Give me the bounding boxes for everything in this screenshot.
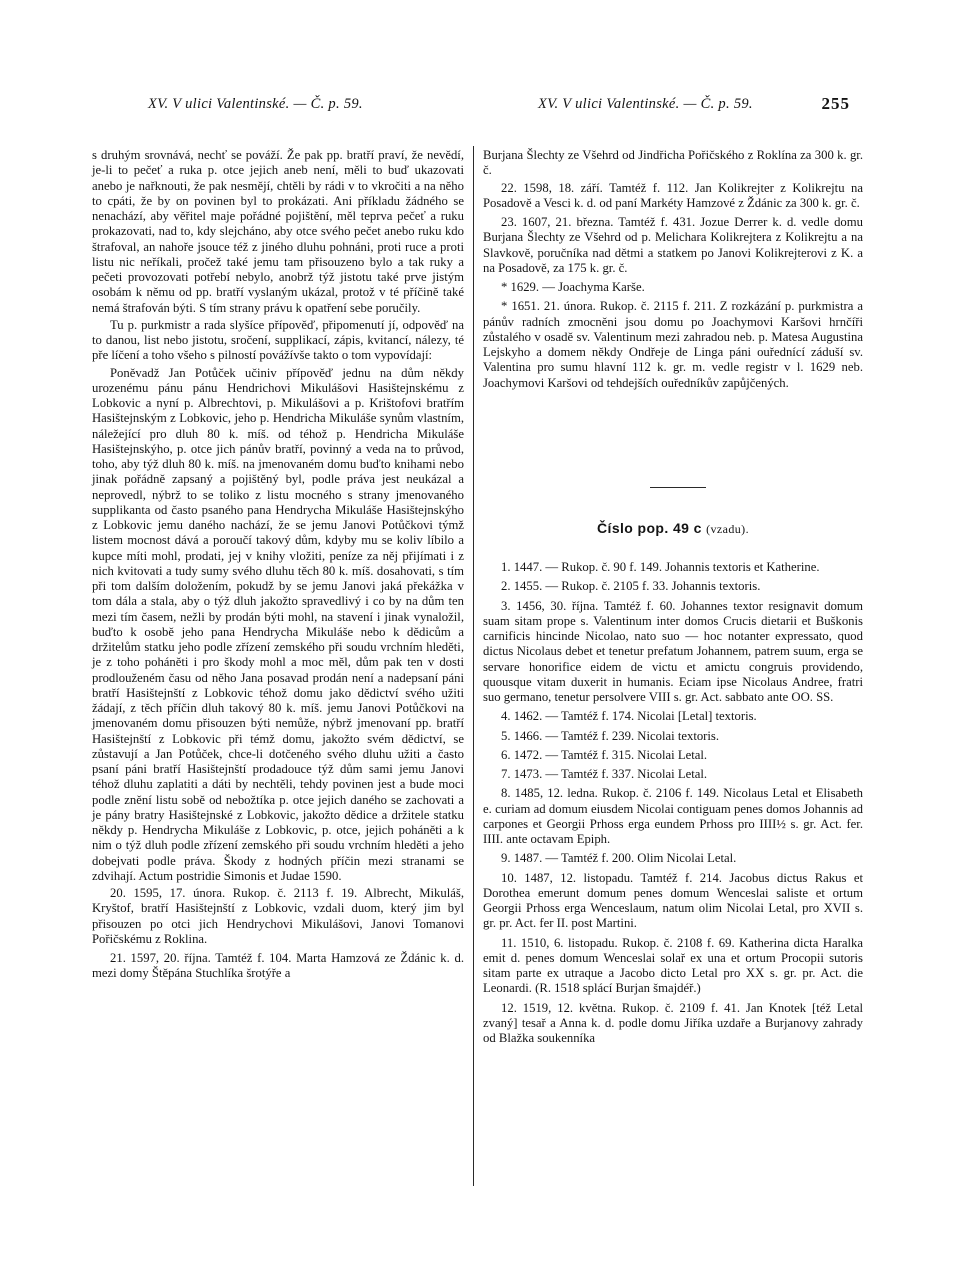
entry-1651: * 1651. 21. února. Rukop. č. 2115 f. 211. Z rozkázání p. purkmistra a pánův radních zmocněni jsou domu po Joachymovi Karšovi hrnčíři zůstalého v osadě sv. Valentinum mezi zahradou neb. p. Matesa Augustina Lejskyho a domem někdy Ondřeje de Linga páni ouřednící záduší sv. Valentina pro sumu hlavní 112 k. gr. m. vedle registr v l. 1629 neb. Joachymovi Karšovi od tehdejších ouředníkův zapůjčených. <box>483 299 863 390</box>
entry-2: 2. 1455. — Rukop. č. 2105 f. 33. Johannis textoris. <box>501 579 761 594</box>
running-head-left: XV. V ulici Valentinské. — Č. p. 59. <box>148 96 363 112</box>
right-column-top <box>483 148 863 395</box>
paragraph: Burjana Šlechty ze Všehrd od Jindřicha Pořičského z Roklína za 300 k. gr. č. <box>483 148 863 178</box>
entry-10: 10. 1487, 12. listopadu. Tamtéž f. 214. Jacobus dictus Rakus et Dorothea emerunt domum penes domum Wenceslai saliste et ortum Georgii Prhoss erga Wenceslaum, natum olim Nicolai Letal, pro XVII s. gr. pr. Act. fer II. post Martini. <box>483 870 863 931</box>
column-divider <box>473 146 474 1186</box>
entry-20: 20. 1595, 17. února. Rukop. č. 2113 f. 19. Albrecht, Mikuláš, Kryštof, bratří Hasištejnští z Lobkovic, vzdali duom, který jim byl přisouzen po otci jich Hendrychovi Mikulášovi, Janovi Tomanovi Pořičskému z Roklina. <box>92 886 464 946</box>
section-note: (vzadu). <box>706 522 749 536</box>
section-title: Číslo pop. 49 c <box>597 520 702 536</box>
section-separator <box>650 487 706 488</box>
paragraph: s druhým srovnává, nechť se pováží. Že pak pp. bratří praví, že nevědí, je-li to pečeť a ruka p. otce jejich aneb není, měli to buď ukazovati anebo je nařknouti, že pak nesmějí, chtěli by rádi v to vkročiti a na něho to cpáti, že by on povinen byl to prokázati. Ani příkladu žádného se nenachází, aby věřitel maje pořádné pojištění, měl teprva pečeť a ruku prokazovati, nad to, kdy slejcháno, aby otce svého pečet anebo ruku kdo štrafoval, an nahoře jsouce též z jiného dluhu pohnáni, proti ruce a proti listu nic neříkali, pročež také jemu tam přisouzeno bylo a tak ruky a pečeti provozovati potřebí nebylo, anobrž týž jistotu také prve jistým osobám k němu od pp. bratří vyslaným ukázal, protož v té příčině také nemá štrafován býti. S tím strany právu k opatření sebe poručily. <box>92 148 464 315</box>
left-column <box>92 148 464 986</box>
entry-11: 11. 1510, 6. listopadu. Rukop. č. 2108 f. 69. Katherina dicta Haralka emit d. penes domum Wenceslai solař ex una et ortum Procopii sutoris sitam parte ex utraque a Jacobo dicto Letal pro XX s. gr. pr. Act. die Leonardi. (R. 1518 splácí Burjan šmajdéř.) <box>483 935 863 996</box>
entry-12: 12. 1519, 12. května. Rukop. č. 2109 f. 41. Jan Knotek [též Letal zvaný] tesař a Anna k. d. podle domu Jiříka uzdaře a Burjanovy zahrady od Blažka soukenníka <box>483 1000 863 1045</box>
entry-8: 8. 1485, 12. ledna. Rukop. č. 2106 f. 149. Nicolaus Letal et Elisabeth e. curiam ad domum eiusdem Nicolai contiguam penes domos Johannis ad carpones et Georgii Prhoss erga eundem Prhoss pro IIII½ s. gr. Act. fer. IIII. ante octavam Epiph. <box>483 786 863 846</box>
entry-9: 9. 1487. — Tamtéž f. 200. Olim Nicolai Letal. <box>501 851 737 866</box>
entry-22: 22. 1598, 18. září. Tamtéž f. 112. Jan Kolikrejter z Kolikrejtu na Posadově a Vesci k. d. od paní Markéty Hamzové z Ždánic za 300 k. gr. č. <box>483 180 863 210</box>
paragraph: Poněvadž Jan Potůček učiniv přípověď jednu na dům někdy urozenému pánu pánu Hendrichovi Mikulášovi Hasištejnskému z Lobkovic a nyní p. Albrechtovi, p. Mikulášovi a p. Krištofovi bratřím Hasištejnským z Lobkovic, jeho p. Hendricha Mikuláše synům vlastním, náležející pro dluh 80 k. míš. od téhož p. Hendricha Mikuláše Hasištejnskýho, p. otce jich pánův bratří, povinný a veda na to průvod, toho, aby týž dluh 80 k. míš. na jmenovaném domu buďto knihami nebo jinak pořádně zapsaný a pojištěný byl, podle práva jest neukázal a neprovedl, nýbrž to se toliko z listu mocného s strany jmenovaného supplikanta od často psaného pana Hendrycha Mikuláše Hasištejnskýho z Lobkovic jemu daného nachází, že se jemu Janovi Potůčkovi týmž listem mocnost dává a poroučí takový dům, kdyby mu se koliv líbilo a kupce míti mohl, prodati, jej v knihy vložiti, peníze za něj přijímati i z nich kvitovati a tudy sumy svého dluhu těch 80 k. míš. dosahovati, s tím při tom dalším doložením, pokudž by se jemu Janovi jaká překážka v tom dála a stala, aby o týž dluh jakožto spravedlivý i co by na dům ten mezi tím časem, nežli by prodán býti mohl, na stavení i jinak vynaložil, buďto k osobě jeho pana Hendrycha Mikuláše nebo k dědicům a držitelům statku jeho podle zřízení zemského při soudu vrchním hleděti, je z toho poháněti i pro škody mohl a moc měl, dům pak ten v dosti prodlouženém času od něho Jana posavad prodán není a nadepsaní páni bratří Hasištejnští z Lobkovic téhož domu jako dědictví svého užiti žádají, z těch příčin dluh takový 80 k. míš. jemu Janovi Potůčkovi na jmenovaném domu přisouzen býti nemůže, nýbrž jmenovaní pp. bratří Hasištejnští z Lobkovic při témž domu, jakožto svém dědictví, se zůstavují a Jan Potůček, chce-li dotčeného svého dluhu užiti a často psaní páni bratří Hasištejnští prodadouce týž dům sami jemu Janovi téhož dluhu zaplatiti a dáti by nechtěli, tehdy povinen jest a bude moci podle znění listu sobě od nebožtíka p. otce jejich daného se zachovati a je pány bratry Hasištejnské z Lobkovic, jakožto dědice a držitele statku někdy p. Hendrycha Mikuláše z Lobkovic, p. otce, jejich poháněti a k nim o týž dluh podle zřízení zemského při soudu vrchním hleděti a jeho dobejvati podle práva. Škody z hodných příčin mezi stranami se zdvihají. Actum postridie Simonis et Judae 1590. <box>92 365 464 883</box>
running-head-right: XV. V ulici Valentinské. — Č. p. 59. <box>538 96 753 112</box>
entry-5: 5. 1466. — Tamtéž f. 239. Nicolai textoris. <box>501 728 720 743</box>
entry-1: 1. 1447. — Rukop. č. 90 f. 149. Johannis textoris et Katherine. <box>501 560 820 574</box>
section-heading <box>483 520 863 537</box>
right-column-entries <box>483 560 863 1050</box>
entry-4: 4. 1462. — Tamtéž f. 174. Nicolai [Letal] textoris. <box>501 709 757 724</box>
entry-1629: * 1629. — Joachyma Karše. <box>501 280 645 294</box>
entry-23: 23. 1607, 21. března. Tamtéž f. 431. Jozue Derrer k. d. vedle domu Burjana Šlechty ze Všehrd od p. Melichara Kolikrejtera z Kolikrejtu a na Slavkově, poručníka nad dětmi a statkem po Janovi Kolikrejterovi z K. a na Posadově, za 175 k. gr. č. <box>483 215 863 275</box>
entry-6: 6. 1472. — Tamtéž f. 315. Nicolai Letal. <box>501 747 708 762</box>
entry-3: 3. 1456, 30. října. Tamtéž f. 60. Johannes textor resignavit domum suam sitam prope s. Valentinum inter domos Crucis dietarii et Buškonis carnificis hincinde Nicolao, nato suo — hoc notanter expressato, quod dictus Nicolaus debet et tenetur prefatum Johannem, patrem suum, erga se servare honorifice eidem de victu et amictu congruis providendo, quousque vitam duxerit in humanis. Eciam ipse Nicolaus Andree, fratri suo germano, tenetur persolvere VIII s. gr. Act. sabbato ante OO. SS. <box>483 598 863 704</box>
paragraph: Tu p. purkmistr a rada slyšíce přípověď, připomenutí jí, odpověď na to danou, list nebo jistotu, sročení, supplikací, zápis, kvitancí, nálezy, té pře líčení a toho všeho s pilností povážívše takto o tom vypovídají: <box>92 317 464 363</box>
entry-21: 21. 1597, 20. října. Tamtéž f. 104. Marta Hamzová ze Ždánic k. d. mezi domy Štěpána Stuchlíka šrotýře a <box>92 951 464 981</box>
page-number: 255 <box>821 94 850 113</box>
entry-7: 7. 1473. — Tamtéž f. 337. Nicolai Letal. <box>501 767 708 781</box>
